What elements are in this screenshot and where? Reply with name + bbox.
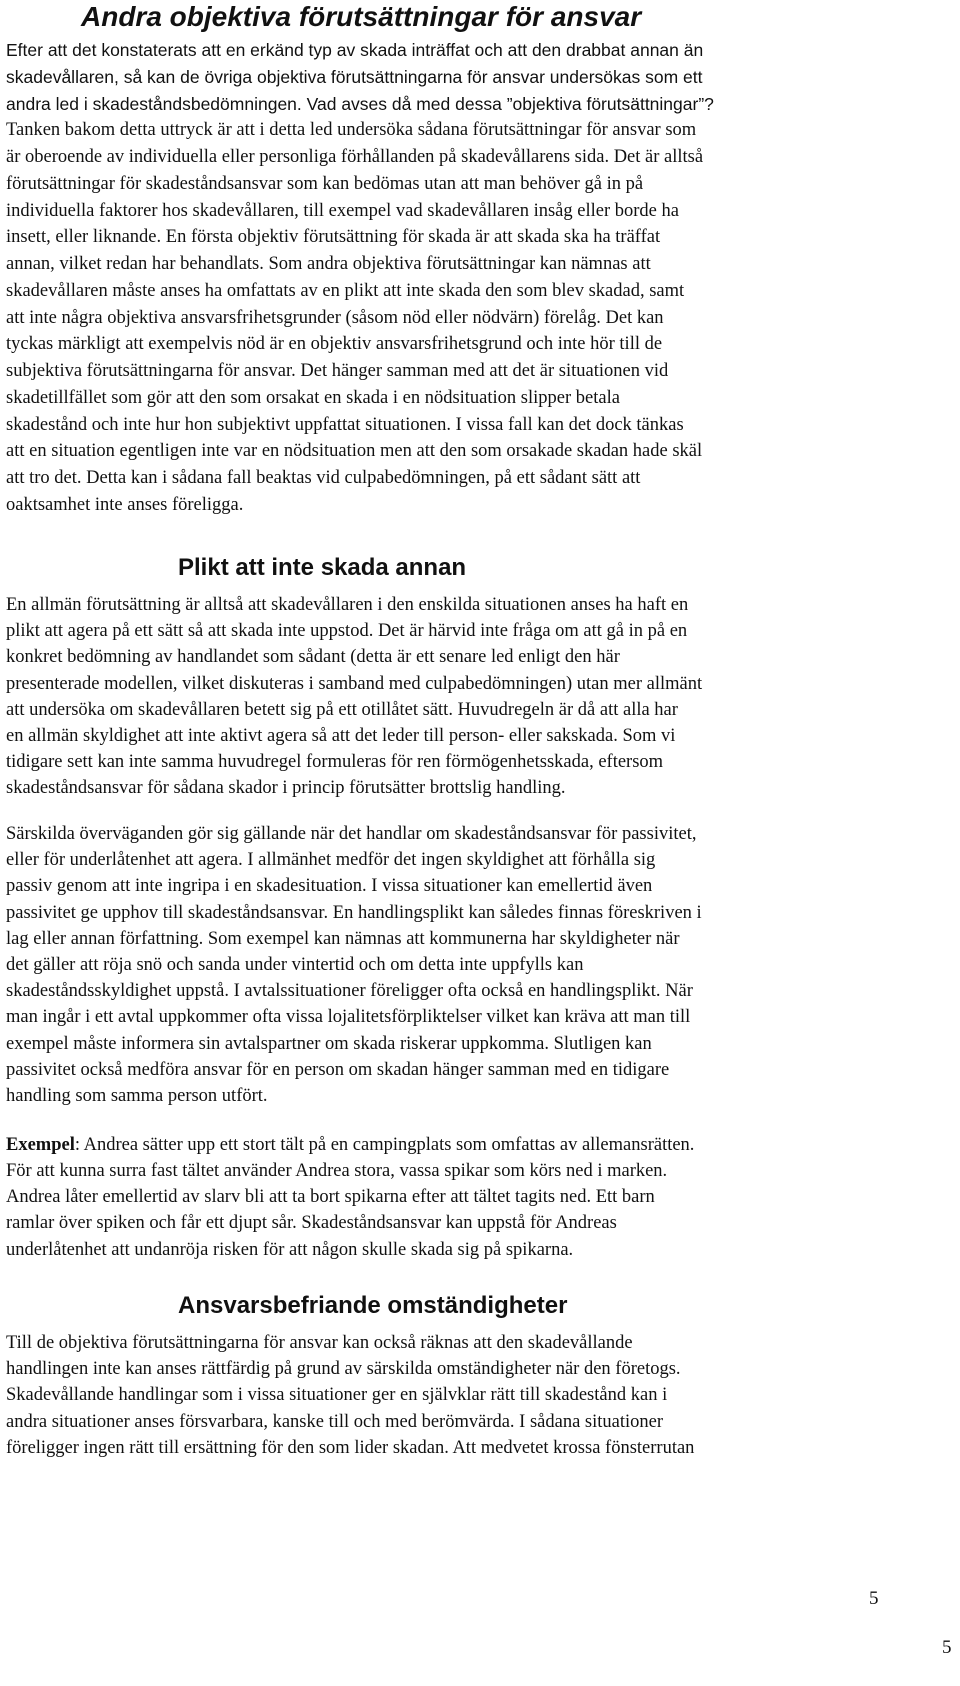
text-line: skadetillfället som gör att den som orsakat en skada i en nödsituation slipper betala — [6, 387, 620, 408]
text-line: skadevållaren måste anses ha omfattats av en plikt att inte skada den som blev skadad, samt — [6, 280, 685, 301]
example-label: Exempel — [6, 1135, 75, 1155]
text-line: ramlar över spiken och får ett djupt sår. Skadeståndsansvar kan uppstå för Andreas — [6, 1213, 617, 1234]
text-line: andra situationer anses försvarbara, kanske till och med berömvärda. I sådana situationer — [6, 1411, 664, 1432]
text-line: skadevållaren, så kan de övriga objektiva förutsättningarna för ansvar undersökas som ett — [6, 66, 703, 87]
text-line: skadestånd och inte hur hon subjektivt uppfattat situationen. I vissa fall kan det dock tänkas — [6, 414, 684, 435]
text-line: andra led i skadeståndsbedömningen. Vad avses då med dessa ”objektiva förutsättningar”? — [6, 93, 714, 114]
text-line: För att kunna surra fast tältet använder Andrea stora, vassa spikar som körs ned i marken. — [6, 1161, 668, 1181]
text-line: skadeståndsskyldighet uppstå. I avtalssituationer föreligger ofta också en handlingsplikt. När — [6, 981, 693, 1002]
main-heading: Andra objektiva förutsättningar för ansvar — [81, 1, 642, 32]
text-line: presenterade modellen, vilket diskuteras i samband med culpabedömningen) utan mer allmänt — [6, 673, 703, 694]
text-line: plikt att agera på ett sätt så att skada inte uppstod. Det är härvid inte fråga om att gå in på en — [6, 621, 688, 642]
text-line: att en situation egentligen inte var en nödsituation men att den som orsakade skadan hade skäl — [6, 441, 703, 462]
text-line: att tro det. Detta kan i sådana fall beaktas vid culpabedömningen, på ett sådant sätt att — [6, 468, 641, 488]
text-line: Tanken bakom detta uttryck är att i detta led undersöka sådana förutsättningar för ansvar som — [6, 120, 697, 141]
text-line: passivitet ge upphov till skadeståndsansvar. En handlingsplikt kan således finnas föreskriven i — [6, 902, 702, 923]
page-number-repeat: 5 — [942, 1637, 952, 1658]
text-line: Efter att det konstaterats att en erkänd typ av skada inträffat och att den drabbat annan än — [6, 40, 704, 60]
text-line: exempel måste informera sin avtalspartner om skada riskerar uppkomma. Slutligen kan — [6, 1033, 652, 1054]
example-first-line — [6, 1133, 694, 1157]
page-number: 5 — [869, 1588, 879, 1609]
heading-ansvar: Ansvarsbefriande omständigheter — [178, 1292, 568, 1319]
text-line: Särskilda överväganden gör sig gällande när det handlar om skadeståndsansvar för passivitet, — [6, 824, 697, 844]
text-line: Till de objektiva förutsättningarna för ansvar kan också räknas att den skadevållande — [6, 1333, 633, 1353]
text-line: oaktsamhet inte anses föreligga. — [6, 494, 244, 515]
example-first-rest: : Andrea sätter upp ett stort tält på en campingplats som omfattas av allemansrätten. — [74, 1135, 695, 1155]
text-line: subjektiva förutsättningarna för ansvar. Det hänger samman med att det är situationen vid — [6, 361, 669, 381]
text-line: annan, vilket redan har behandlats. Som andra objektiva förutsättningar kan nämnas att — [6, 254, 651, 274]
text-line: att inte några objektiva ansvarsfrihetsgrunder (såsom nöd eller nödvärn) förelåg. Det kan — [6, 307, 664, 328]
text-line: passiv genom att inte ingripa i en skadesituation. I vissa situationer kan emellertid även — [6, 876, 653, 897]
text-line: underlåtenhet att undanröja risken för att någon skulle skada sig på spikarna. — [6, 1239, 574, 1260]
text-line: eller för underlåtenhet att agera. I allmänhet medför det ingen skyldighet att förhålla sig — [6, 850, 656, 871]
text-line: lag eller annan författning. Som exempel kan nämnas att kommunerna har skyldigheter när — [6, 928, 680, 949]
text-line: är oberoende av individuella eller personliga förhållanden på skadevållarens sida. Det är alltså — [6, 147, 704, 167]
text-line: konkret bedömning av handlandet som sådant (detta är ett senare led enligt den här — [6, 647, 620, 668]
text-line: tyckas märkligt att exempelvis nöd är en objektiv ansvarsfrihetsgrund och inte hör till de — [6, 334, 663, 355]
text-line: föreligger ingen rätt till ersättning för den som lider skadan. Att medvetet krossa fönsterrutan — [6, 1437, 695, 1458]
text-line: handling som samma person utfört. — [6, 1086, 268, 1106]
text-line: Skadevållande handlingar som i vissa situationer ger en självklar rätt till skadestånd kan i — [6, 1385, 668, 1406]
text-line: det gäller att röja snö och sanda under vintertid och om detta inte uppfylls kan — [6, 955, 584, 975]
text-line: skadeståndsansvar för sådana skador i princip förutsätter brottslig handling. — [6, 778, 566, 799]
text-line: handlingen inte kan anses rättfärdig på grund av särskilda omständigheter när den företogs. — [6, 1359, 681, 1380]
text-line: insett, eller liknande. En första objektiv förutsättning för skada är att skada ska ha träffat — [6, 227, 661, 248]
heading-plikt: Plikt att inte skada annan — [178, 554, 467, 581]
text-line: en allmän skyldighet att inte aktivt agera så att det leder till person- eller sakskada. Som vi — [6, 726, 676, 746]
text-line: tidigare sett kan inte samma huvudregel formuleras för ren förmögenhetsskada, eftersom — [6, 752, 664, 773]
text-line: att undersöka om skadevållaren betett sig på ett otillåtet sätt. Huvudregeln är då att alla har — [6, 699, 678, 720]
text-line: förutsättningar för skadeståndsansvar som kan bedömas utan att man behöver gå in på — [6, 173, 644, 194]
text-line: individuella faktorer hos skadevållaren, till exempel vad skadevållaren insåg eller borde ha — [6, 200, 679, 221]
text-line: En allmän förutsättning är alltså att skadevållaren i den enskilda situationen anses ha haft en — [6, 595, 689, 615]
text-line: man ingår i ett avtal uppkommer ofta vissa lojalitetsförpliktelser vilket kan kräva att man till — [6, 1007, 691, 1028]
text-line: passivitet också medföra ansvar för en person om skadan hänger samman med en tidigare — [6, 1059, 670, 1080]
text-line: Andrea låter emellertid av slarv bli att ta bort spikarna efter att tältet tagits ned. Ett barn — [6, 1187, 655, 1208]
